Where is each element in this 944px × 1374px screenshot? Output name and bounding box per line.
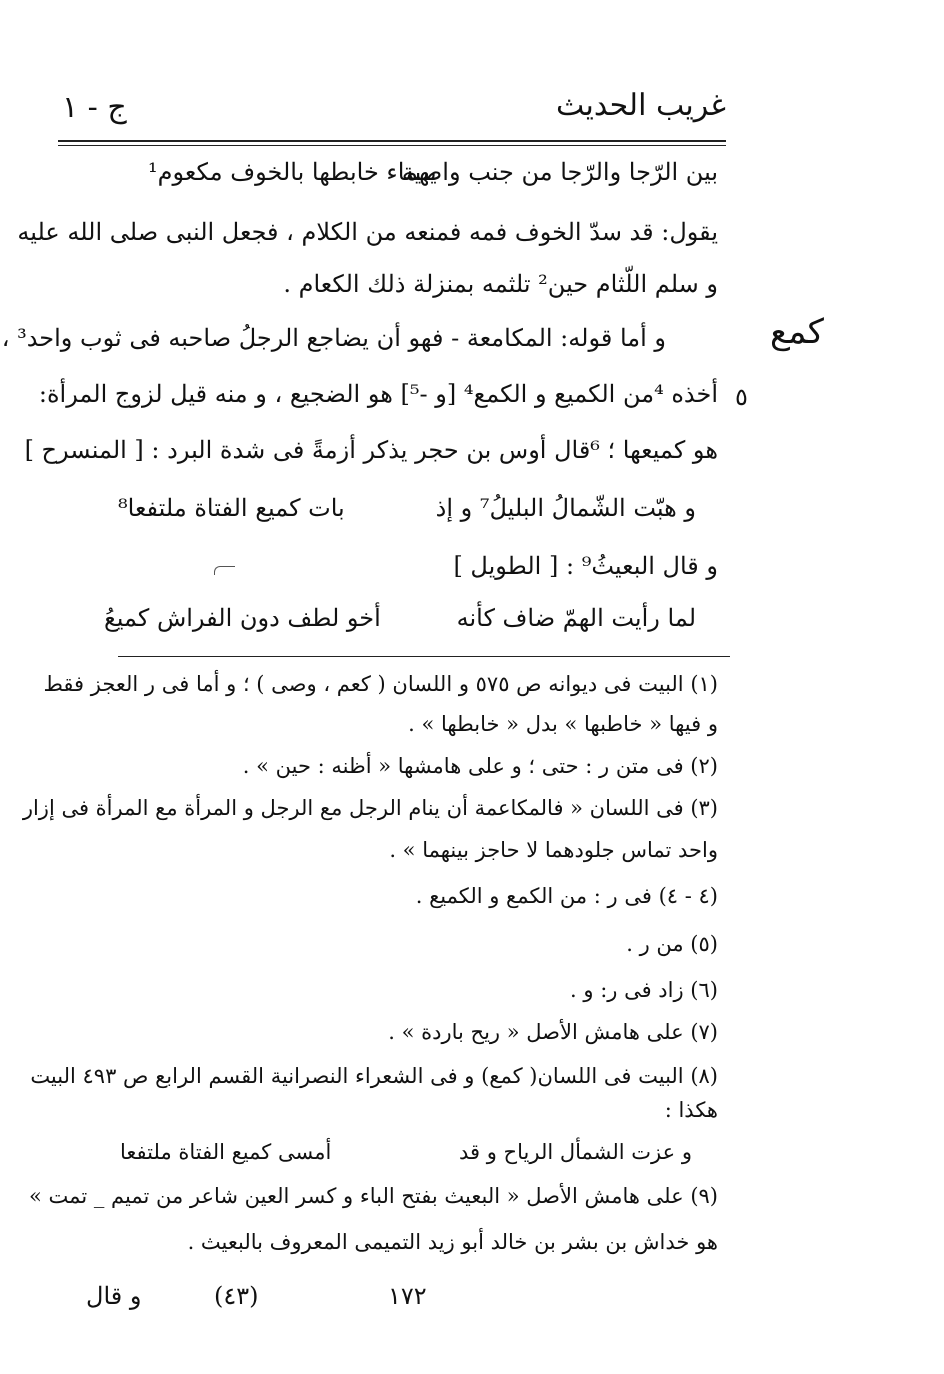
body-line-8: و قال البعيثُ⁹ : [ الطويل ]: [453, 552, 718, 580]
footnote-9-line-1: (٩) على هامش الأصل « البعيث بفتح الباء و كسر العين شاعر من تميم _ تمت »: [29, 1184, 718, 1208]
footnote-3-line-2: واحد تماس جلودهما لا حاجز بينهما » .: [389, 838, 718, 862]
footnote-5: (٥) من ر .: [626, 932, 718, 956]
book-title: غريب الحديث: [556, 88, 726, 123]
header-divider: [58, 140, 726, 146]
footnote-8-line-1: (٨) البيت فى اللسان( كمع) و فى الشعراء النصرانية القسم الرابع ص ٤٩٣ البيت: [30, 1064, 718, 1088]
body-line-5: أخذه ⁴من الكميع و الكمع⁴ [و -⁵] هو الضجيع ، و منه قيل لزوج المرأة:: [38, 380, 718, 408]
footnote-6: (٦) زاد فى ر: و .: [570, 978, 718, 1002]
margin-keyword: كمع: [770, 312, 824, 352]
footnote-8-verse-second-hemistich: أمسى كميع الفتاة ملتفعا: [120, 1140, 332, 1164]
body-line-6: هو كميعها ؛ ⁶قال أوس بن حجر يذكر أزمةً فى شدة البرد : [ المنسرح ]: [24, 436, 718, 464]
footnote-8-line-2: هكذا :: [664, 1098, 718, 1122]
verse2-second-hemistich: بات كميع الفتاة ملتفعا⁸: [118, 494, 345, 522]
verse3-second-hemistich: أخو لطف دون الفراش كميعُ: [104, 604, 381, 632]
page-number: ١٧٢: [388, 1282, 427, 1310]
footnote-4: (٤ - ٤) فى ر : من الكمع و الكميع .: [415, 884, 718, 908]
verse1-second-hemistich: يهماء خابطها بالخوف مكعوم¹: [148, 158, 437, 186]
footnotes-divider: [118, 656, 730, 657]
catchword: و قال: [86, 1282, 142, 1310]
body-line-4: و أما قوله: المكامعة - فهو أن يضاجع الرجلُ صاحبه فى ثوب واحد³ ،: [1, 324, 666, 352]
footnote-1-line-1: (١) البيت فى ديوانه ص ٥٧٥ و اللسان ( كعم ، وصى ) ؛ و أما فى ر العجز فقط: [43, 672, 718, 696]
verse1-first-hemistich: بين الرّجا والرّجا من جنب واصية: [401, 158, 718, 186]
footnote-2: (٢) فى متن ر : حتى ؛ و على هامشها « أظنه : حين » .: [242, 754, 718, 778]
footnote-3-line-1: (٣) فى اللسان « فالمكاعمة أن ينام الرجل مع الرجل و المرأة مع المرأة فى إزار: [22, 796, 718, 820]
footnote-9-line-2: هو خداش بن بشر بن خالد أبو زيد التميمى المعروف بالبعيث .: [187, 1230, 718, 1254]
footnote-7: (٧) على هامش الأصل « ريح باردة » .: [388, 1020, 718, 1044]
footnote-8-verse-first-hemistich: و عزت الشمأل الرياح و قد: [459, 1140, 692, 1164]
footnote-1-line-2: و فيها « خاطبها » بدل « خابطها » .: [408, 712, 718, 736]
volume-number: ج - ١: [62, 90, 127, 125]
verse3-first-hemistich: لما رأيت الهمّ ضاف كأنه: [456, 604, 696, 632]
line-number: ٥: [735, 383, 748, 411]
body-line-2: يقول: قد سدّ الخوف فمه فمنعه من الكلام ، فجعل النبى صلى الله عليه: [17, 218, 718, 246]
body-line-3: و سلم اللّثام حين² تلثمه بمنزلة ذلك الكعام .: [283, 270, 718, 298]
signature-mark: (٤٣): [214, 1282, 259, 1310]
verse2-first-hemistich: و هبّت الشّمالُ البليلُ⁷ و إذ: [435, 494, 696, 522]
stray-mark: [214, 566, 235, 575]
